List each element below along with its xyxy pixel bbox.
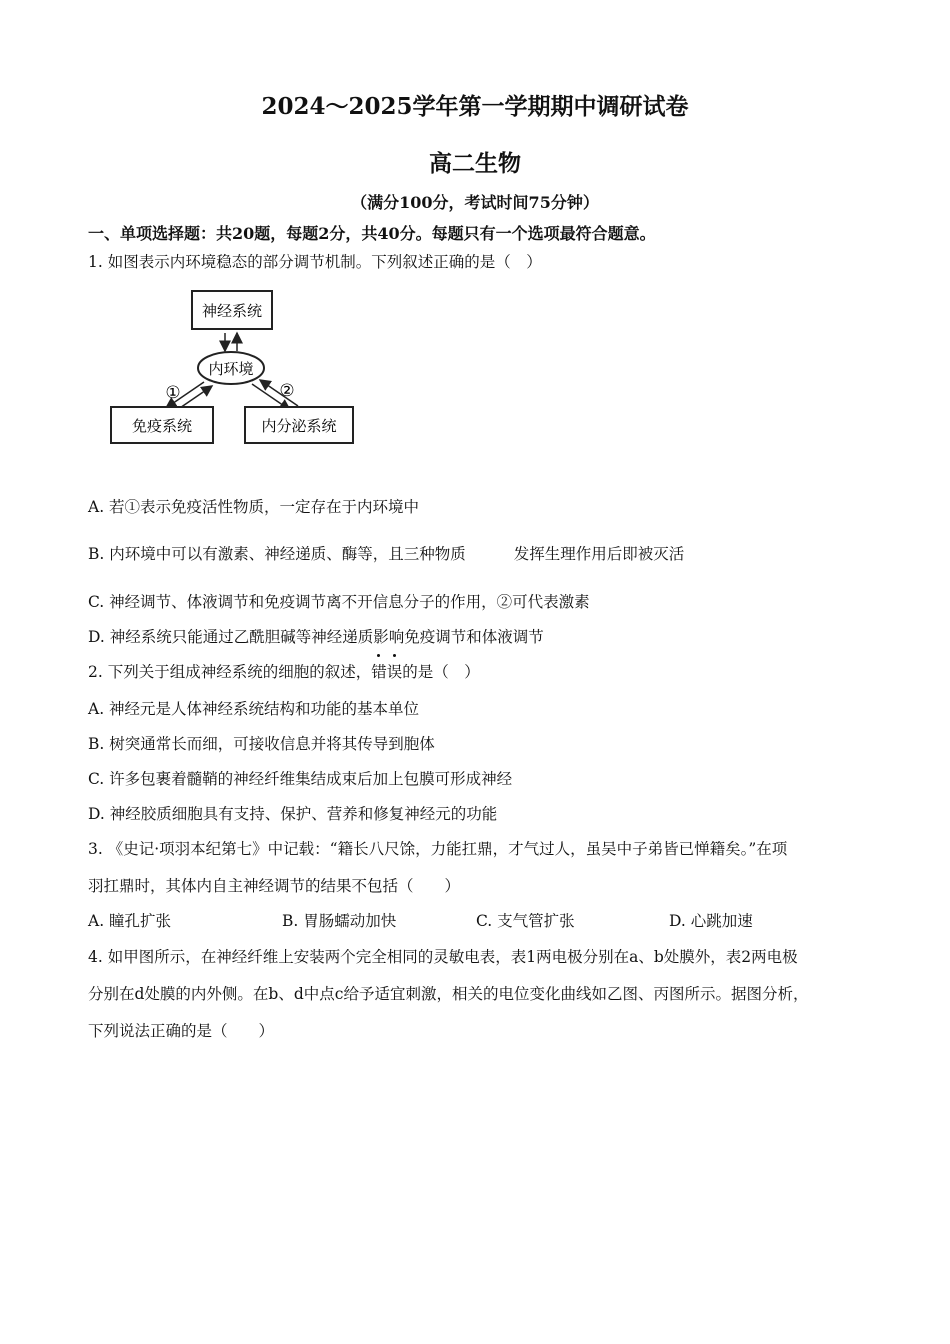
mark-1: ① [165, 383, 181, 403]
q1-option-d: D. 神经系统只能通过乙酰胆碱等神经递质影响免疫调节和体液调节 [88, 628, 544, 646]
q1-option-b-part2: 发挥生理作用后即被灭活 [513, 545, 685, 563]
q3-option-a: A. 瞳孔扩张 [88, 912, 172, 930]
q4-stem-line2: 分别在d处膜的内外侧。在b、d中点c给予适宜刺激，相关的电位变化曲线如乙图、丙图所示。据图分析， [88, 985, 809, 1003]
q4-stem-line1: 4. 如甲图所示，在神经纤维上安装两个完全相同的灵敏电表，表1两电极分别在a、b处膜外，表2两电极 [88, 948, 798, 966]
q3-option-d: D. 心跳加速 [669, 912, 753, 930]
immune-system-label: 免疫系统 [131, 417, 193, 435]
q3-stem-line1: 3. 《史记·项羽本纪第七》中记载：“籍长八尺馀，力能扛鼎，才气过人，虽吴中子弟皆已惮籍矣。”在项 [88, 840, 788, 858]
q2-option-b: B. 树突通常长而细，可接收信息并将其传导到胞体 [88, 735, 435, 753]
section-heading: 一、单项选择题：共20题，每题2分，共40分。每题只有一个选项最符合题意。 [88, 224, 656, 243]
q1-option-a: A. 若①表示免疫活性物质，一定存在于内环境中 [88, 498, 420, 516]
endocrine-system-box [245, 407, 353, 443]
q4-stem-line3: 下列说法正确的是（ ） [88, 1022, 275, 1040]
subject-title: 高二生物 [429, 150, 521, 177]
internal-environment-ellipse [198, 352, 264, 384]
endocrine-system-label: 内分泌系统 [261, 417, 337, 435]
q2-stem-post: 的是（ ） [402, 663, 480, 681]
q2-option-d: D. 神经胶质细胞具有支持、保护、营养和修复神经元的功能 [88, 805, 498, 823]
q3-option-b: B. 胃肠蠕动加快 [282, 912, 397, 930]
q2-option-a: A. 神经元是人体神经系统结构和功能的基本单位 [88, 700, 420, 718]
q3-option-c: C. 支气管扩张 [476, 912, 575, 930]
q2-stem-pre: 2. 下列关于组成神经系统的细胞的叙述， [88, 663, 372, 681]
exam-note: （满分100分，考试时间75分钟） [351, 193, 599, 212]
q1-diagram [100, 285, 370, 455]
q1-option-b-part1: B. 内环境中可以有激素、神经递质、酶等，且三种物质 [88, 545, 466, 563]
internal-environment-label: 内环境 [208, 360, 254, 378]
q2-option-c: C. 许多包裹着髓鞘的神经纤维集结成束后加上包膜可形成神经 [88, 770, 513, 788]
q1-stem: 1. 如图表示内环境稳态的部分调节机制。下列叙述正确的是（ ） [88, 253, 542, 271]
q2-emphasis-2: 误 [387, 660, 403, 682]
immune-system-box [111, 407, 213, 443]
nervous-system-label: 神经系统 [201, 302, 263, 320]
q2-stem [88, 660, 480, 682]
nervous-system-box [192, 291, 272, 329]
q1-option-c: C. 神经调节、体液调节和免疫调节离不开信息分子的作用，②可代表激素 [88, 593, 590, 611]
q2-emphasis-1: 错 [371, 660, 387, 682]
q3-stem-line2: 羽扛鼎时，其体内自主神经调节的结果不包括（ ） [88, 877, 461, 895]
exam-title: 2024～2025学年第一学期期中调研试卷 [261, 93, 689, 120]
q1-option-b [88, 542, 684, 564]
mark-2: ② [279, 381, 295, 401]
